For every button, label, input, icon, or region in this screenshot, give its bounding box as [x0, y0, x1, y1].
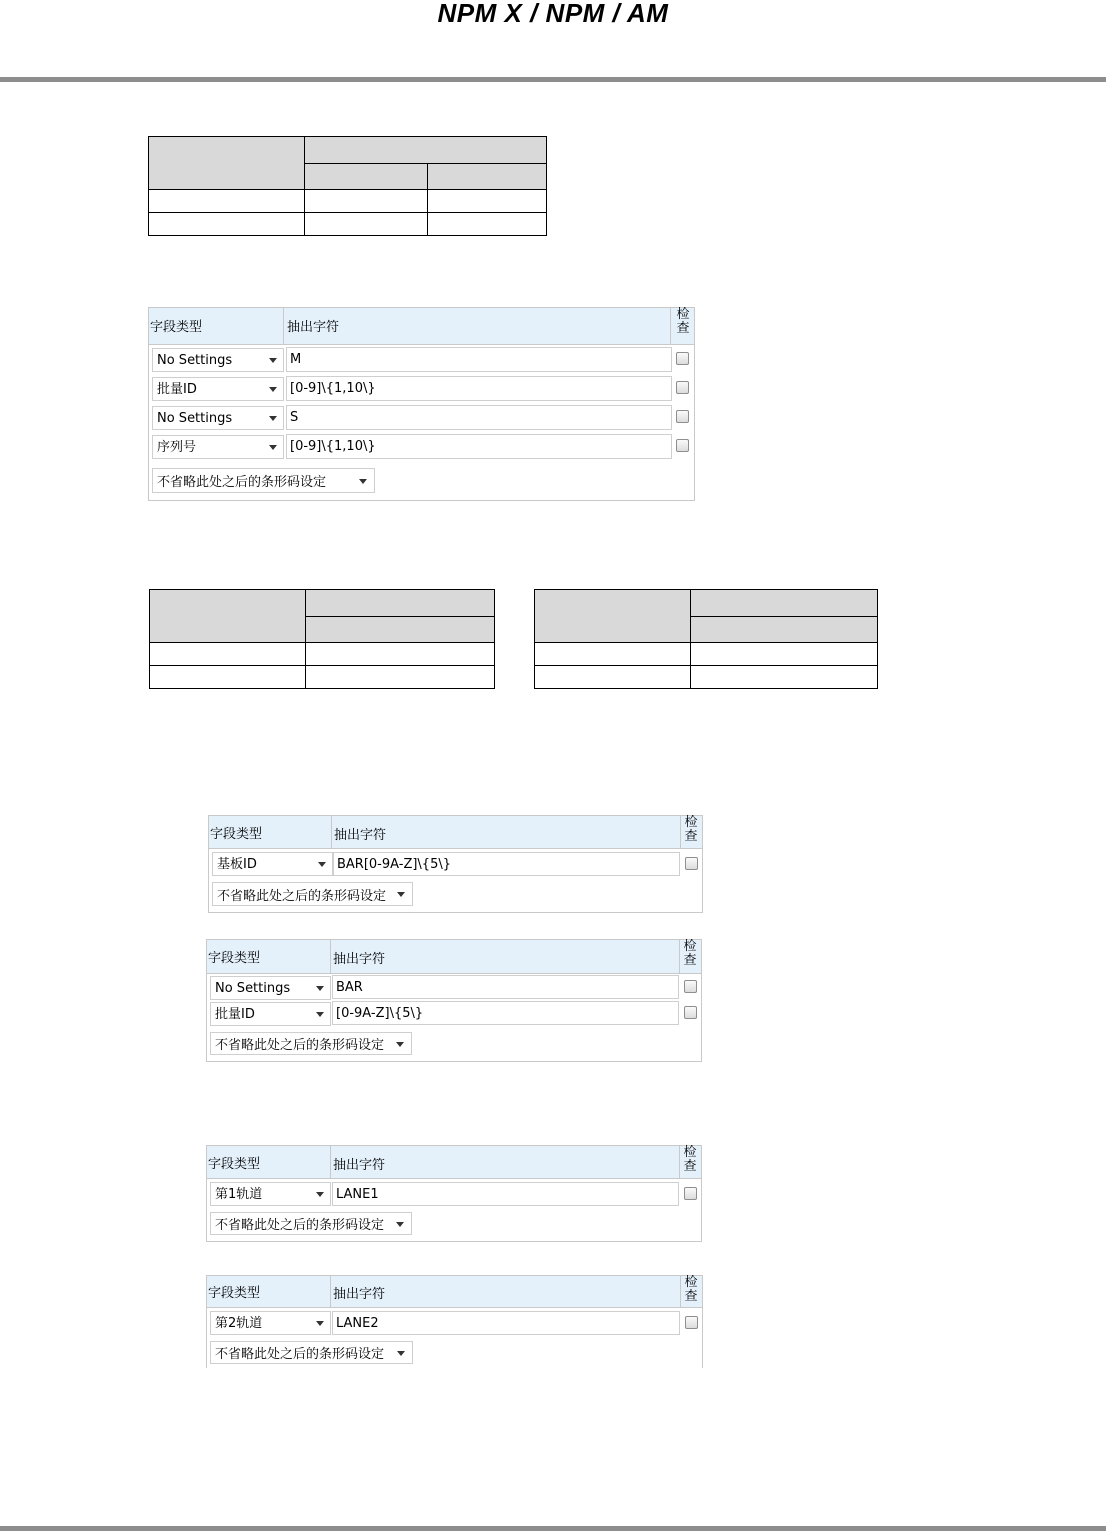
table-cell: [535, 643, 691, 666]
table-row: [209, 849, 702, 878]
field-type-header: 字段类型: [208, 951, 261, 966]
barcode-settings-panel-2: [208, 815, 703, 913]
chevron-down-icon: [316, 986, 324, 991]
field-type-select[interactable]: 序列号: [152, 435, 284, 459]
page-header: [0, 0, 1106, 29]
chevron-down-icon: [269, 445, 277, 450]
table-cell: [305, 213, 428, 236]
table-row: [149, 403, 694, 432]
extract-input[interactable]: LANE2: [332, 1311, 680, 1335]
panel-header: [209, 816, 702, 849]
check-checkbox[interactable]: [685, 1316, 698, 1329]
check-header: 检查: [683, 1145, 697, 1174]
field-type-select[interactable]: No Settings: [152, 406, 284, 430]
barcode-settings-panel-1: [148, 307, 695, 501]
table-cell: [306, 643, 495, 666]
check-checkbox[interactable]: [685, 857, 698, 870]
table-row: [149, 345, 694, 374]
check-checkbox[interactable]: [676, 439, 689, 452]
table-row: [207, 1179, 701, 1208]
field-type-select[interactable]: 批量ID: [152, 377, 284, 401]
page-title: NPM X / NPM / AM: [437, 0, 669, 28]
table-cell: [428, 164, 547, 190]
omit-setting-select[interactable]: 不省略此处之后的条形码设定: [152, 468, 375, 493]
chevron-down-icon: [269, 358, 277, 363]
chevron-down-icon: [269, 416, 277, 421]
barcode-settings-panel-5: [206, 1275, 703, 1368]
field-type-select[interactable]: 基板ID: [212, 852, 333, 876]
table-row: [207, 974, 701, 1001]
panel-header: [207, 940, 701, 974]
check-header: 检查: [683, 939, 697, 968]
table-row: [149, 374, 694, 403]
check-header: 检查: [684, 1275, 698, 1304]
extract-input[interactable]: BAR: [332, 975, 679, 999]
table-cell: [306, 617, 495, 643]
chevron-down-icon: [316, 1012, 324, 1017]
extract-input[interactable]: M: [286, 347, 672, 372]
extract-input[interactable]: [0-9A-Z]\{5\}: [332, 1001, 679, 1025]
field-type-header: 字段类型: [150, 320, 203, 335]
table-cell: [428, 190, 547, 213]
check-checkbox[interactable]: [676, 381, 689, 394]
header-rule: [0, 77, 1106, 82]
table-cell: [150, 643, 306, 666]
blank-table-3: [534, 589, 878, 689]
field-type-select[interactable]: 第2轨道: [210, 1311, 331, 1335]
table-cell: [691, 666, 878, 689]
check-header: 检查: [684, 815, 698, 844]
check-checkbox[interactable]: [676, 352, 689, 365]
chevron-down-icon: [318, 862, 326, 867]
table-cell: [691, 617, 878, 643]
table-row: [149, 432, 694, 461]
panel-header: [207, 1146, 701, 1179]
table-cell: [691, 643, 878, 666]
table-cell: [305, 137, 547, 164]
chevron-down-icon: [269, 387, 277, 392]
extract-header: 抽出字符: [333, 1158, 386, 1173]
footer-rule: [0, 1526, 1106, 1531]
table-cell: [306, 666, 495, 689]
table-cell: [149, 213, 305, 236]
field-type-header: 字段类型: [208, 1286, 261, 1301]
extract-input[interactable]: LANE1: [332, 1182, 679, 1206]
omit-setting-select[interactable]: 不省略此处之后的条形码设定: [210, 1341, 413, 1364]
extract-input[interactable]: [0-9]\{1,10\}: [286, 434, 672, 459]
chevron-down-icon: [316, 1321, 324, 1326]
field-type-header: 字段类型: [208, 1157, 261, 1172]
table-cell: [306, 590, 495, 617]
extract-header: 抽出字符: [333, 1287, 386, 1302]
check-header: 检查: [676, 307, 690, 336]
field-type-select[interactable]: No Settings: [210, 976, 331, 1000]
extract-input[interactable]: BAR[0-9A-Z]\{5\}: [333, 852, 680, 876]
table-row: [207, 1001, 701, 1027]
extract-input[interactable]: S: [286, 405, 672, 430]
check-checkbox[interactable]: [684, 1006, 697, 1019]
extract-input[interactable]: [0-9]\{1,10\}: [286, 376, 672, 401]
table-cell: [691, 590, 878, 617]
table-cell: [305, 190, 428, 213]
check-checkbox[interactable]: [684, 1187, 697, 1200]
field-type-select[interactable]: 批量ID: [210, 1002, 331, 1026]
blank-table-2: [149, 589, 495, 689]
chevron-down-icon: [316, 1192, 324, 1197]
table-cell: [535, 590, 691, 643]
extract-header: 抽出字符: [333, 952, 386, 967]
chevron-down-icon: [396, 1222, 404, 1227]
chevron-down-icon: [397, 892, 405, 897]
chevron-down-icon: [396, 1042, 404, 1047]
table-cell: [149, 190, 305, 213]
barcode-settings-panel-3: [206, 939, 702, 1062]
blank-table-1: [148, 136, 547, 236]
table-row: [207, 1308, 702, 1337]
omit-setting-select[interactable]: 不省略此处之后的条形码设定: [210, 1032, 412, 1055]
panel-header: [207, 1276, 702, 1308]
table-cell: [305, 164, 428, 190]
extract-header: 抽出字符: [334, 828, 387, 843]
chevron-down-icon: [397, 1351, 405, 1356]
omit-setting-select[interactable]: 不省略此处之后的条形码设定: [212, 882, 413, 906]
chevron-down-icon: [359, 479, 367, 484]
extract-header: 抽出字符: [287, 320, 340, 335]
field-type-header: 字段类型: [210, 827, 263, 842]
panel-header: [149, 308, 694, 345]
field-type-select[interactable]: No Settings: [152, 348, 284, 372]
table-cell: [428, 213, 547, 236]
field-type-select[interactable]: 第1轨道: [210, 1182, 331, 1206]
table-cell: [150, 590, 306, 643]
barcode-settings-panel-4: [206, 1145, 702, 1242]
table-cell: [150, 666, 306, 689]
omit-setting-select[interactable]: 不省略此处之后的条形码设定: [210, 1212, 412, 1235]
table-cell: [149, 137, 305, 190]
check-checkbox[interactable]: [676, 410, 689, 423]
check-checkbox[interactable]: [684, 980, 697, 993]
table-cell: [535, 666, 691, 689]
